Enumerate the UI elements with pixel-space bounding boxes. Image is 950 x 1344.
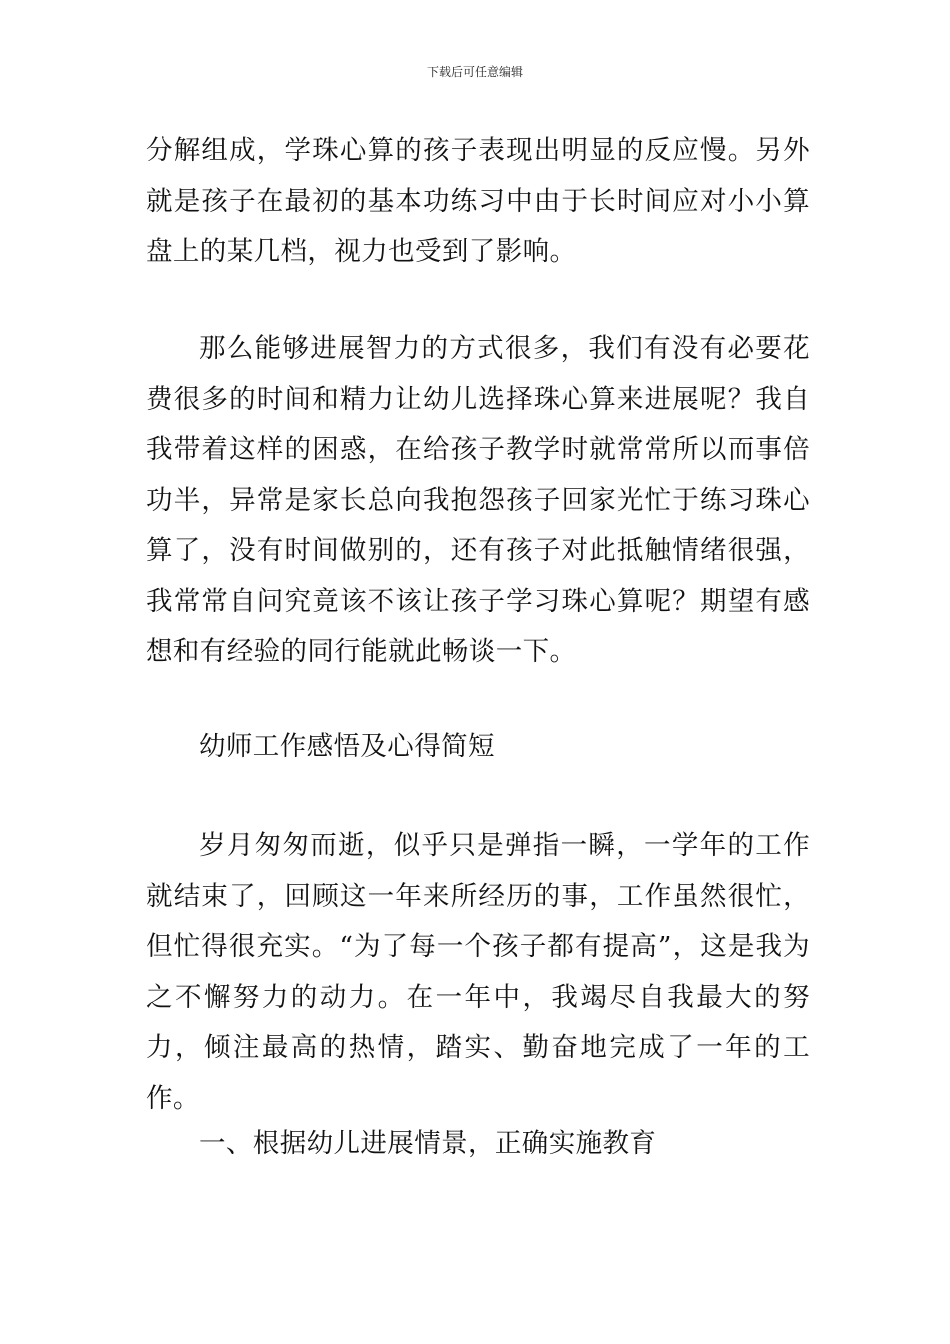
section-title: 幼师工作感悟及心得简短 xyxy=(199,731,495,762)
paragraph-3: 岁月匆匆而逝，似乎只是弹指一瞬，一学年的工作就结束了，回顾这一年来所经历的事，工作虽然很忙，但忙得很充实。“为了每一个孩子都有提高”，这是我为之不懈努力的动力。在一年中，我竭尽自我最大的努力，倾注最高的热情，踏实、勤奋地完成了一年的工作。 xyxy=(146,830,810,1114)
paragraph-2: 那么能够进展智力的方式很多，我们有没有必要花费很多的时间和精力让幼儿选择珠心算来进展呢？我自我带着这样的困惑，在给孩子教学时就常常所以而事倍功半，异常是家长总向我抱怨孩子回家光忙于练习珠心算了，没有时间做别的，还有孩子对此抵触情绪很强，我常常自问究竟该不该让孩子学习珠心算呢？期望有感想和有经验的同行能就此畅谈一下。 xyxy=(146,333,810,667)
subheading-block xyxy=(146,1119,810,1170)
paragraph-3-block xyxy=(146,821,810,1124)
paragraph-1-block xyxy=(146,126,810,278)
page-header: 下载后可任意编辑 xyxy=(426,65,523,79)
paragraph-1: 分解组成，学珠心算的孩子表现出明显的反应慢。另外就是孩子在最初的基本功练习中由于长时间应对小小算盘上的某几档，视力也受到了影响。 xyxy=(146,135,810,267)
section-title-block xyxy=(146,722,810,773)
paragraph-2-block xyxy=(146,324,810,678)
subheading-1: 一、根据幼儿进展情景，正确实施教育 xyxy=(199,1128,657,1159)
